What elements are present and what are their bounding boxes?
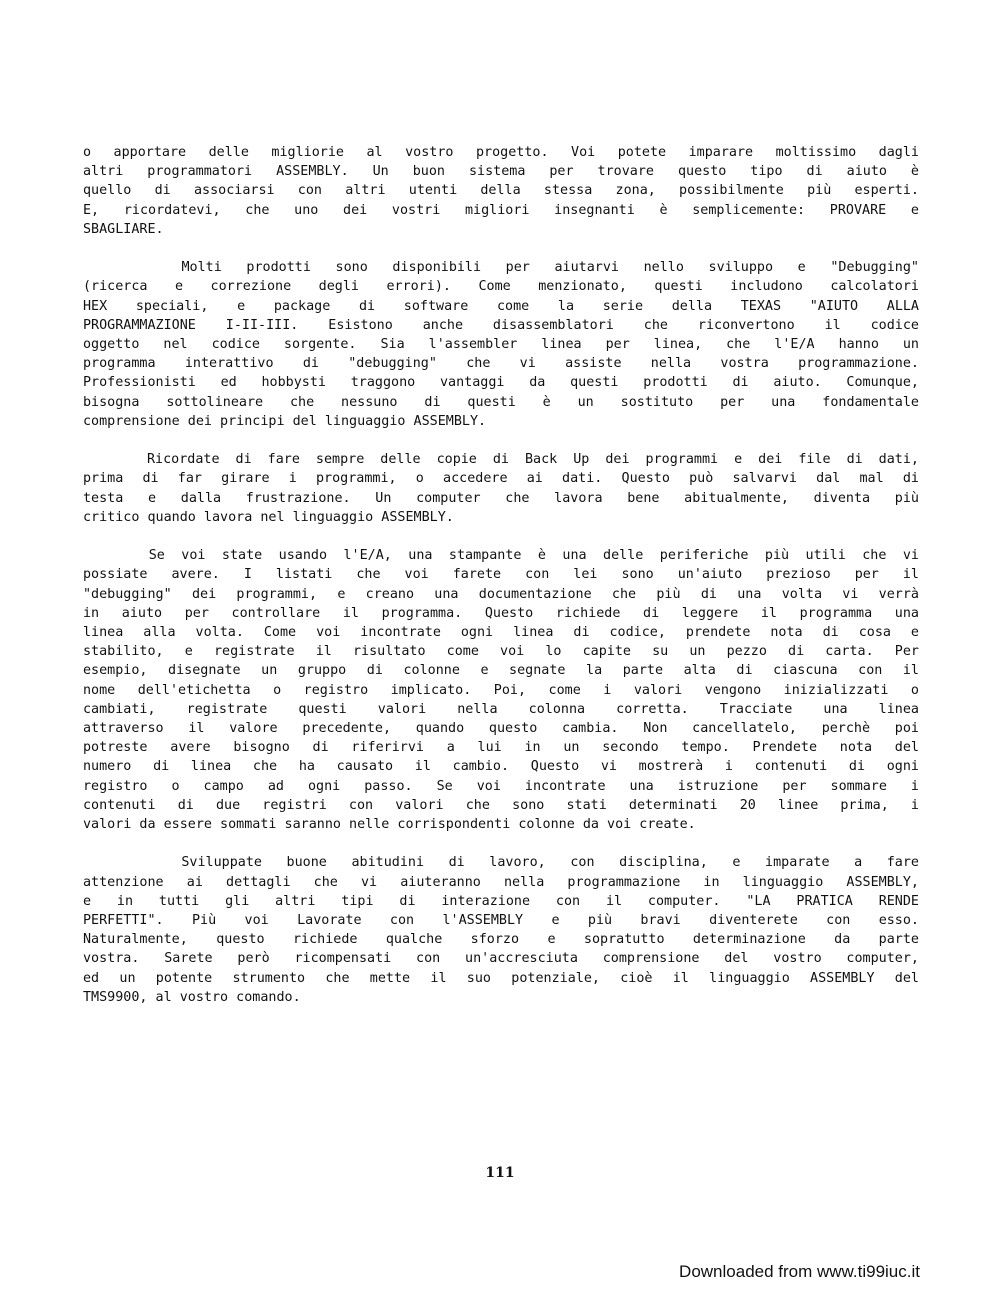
text-line: cambiati, registrate questi valori nella colonna corretta. Tracciate una linea <box>83 701 919 717</box>
text-line: TMS9900, al vostro comando. <box>83 989 301 1005</box>
text-line: HEX speciali, e package di software come la serie della TEXAS "AIUTO ALLA <box>83 298 919 314</box>
paragraph <box>83 143 919 239</box>
text-line: ed un potente strumento che mette il suo potenziale, cioè il linguaggio ASSEMBLY del <box>83 970 919 986</box>
text-line: testa e dalla frustrazione. Un computer che lavora bene abitualmente, diventa più <box>83 490 919 506</box>
text-line: prima di far girare i programmi, o accedere ai dati. Questo può salvarvi dal mal di <box>83 471 919 487</box>
body-text <box>83 143 919 1026</box>
paragraph <box>83 853 919 1007</box>
paragraph <box>83 258 919 431</box>
text-line: o apportare delle migliorie al vostro progetto. Voi potete imparare moltissimo dagli <box>83 145 919 160</box>
text-line: e in tutti gli altri tipi di interazione con il computer. "LA PRATICA RENDE <box>83 893 919 909</box>
text-line: in aiuto per controllare il programma. Questo richiede di leggere il programma una <box>83 605 919 621</box>
text-line: attraverso il valore precedente, quando questo cambia. Non cancellatelo, perchè poi <box>83 721 919 737</box>
text-line: SBAGLIARE. <box>83 221 164 237</box>
text-line: (ricerca e correzione degli errori). Come menzionato, questi includono calcolatori <box>83 279 919 295</box>
text-line: altri programmatori ASSEMBLY. Un buon sistema per trovare questo tipo di aiuto è <box>83 164 919 180</box>
text-line: quello di associarsi con altri utenti della stessa zona, possibilmente più esperti. <box>83 183 919 199</box>
text-line: esempio, disegnate un gruppo di colonne e segnate la parte alta di ciascuna con il <box>83 663 919 679</box>
text-line: Professionisti ed hobbysti traggono vantaggi da questi prodotti di aiuto. Comunque, <box>83 375 919 391</box>
text-line: stabilito, e registrate il risultato come voi lo capite su un pezzo di carta. Per <box>83 644 919 660</box>
text-line: registro o campo ad ogni passo. Se voi incontrate una istruzione per sommare i <box>83 778 919 794</box>
text-line: E, ricordatevi, che uno dei vostri migliori insegnanti è semplicemente: PROVARE e <box>83 202 919 218</box>
paragraph <box>83 546 919 834</box>
text-line: potreste avere bisogno di riferirvi a lui in un secondo tempo. Prendete nota del <box>83 740 919 756</box>
text-line: critico quando lavora nel linguaggio ASSEMBLY. <box>83 509 454 525</box>
text-line: Se voi state usando l'E/A, una stampante è una delle periferiche più utili che vi <box>83 548 919 564</box>
text-line: PERFETTI". Più voi Lavorate con l'ASSEMBLY e più bravi diventerete con esso. <box>83 913 919 929</box>
download-footer: Downloaded from www.ti99iuc.it <box>679 1262 920 1281</box>
text-line: vostra. Sarete però ricompensati con un'accresciuta comprensione del vostro computer, <box>83 951 919 967</box>
text-line: valori da essere sommati saranno nelle corrispondenti colonne da voi create. <box>83 817 696 833</box>
text-line: possiate avere. I listati che voi farete con lei sono un'aiuto prezioso per il <box>83 567 919 583</box>
text-line: Sviluppate buone abitudini di lavoro, con disciplina, e imparate a fare <box>83 855 919 871</box>
text-line: numero di linea che ha causato il cambio. Questo vi mostrerà i contenuti di ogni <box>83 759 919 775</box>
text-line: "debugging" dei programmi, e creano una documentazione che più di una volta vi verrà <box>83 586 919 602</box>
page-number: 111 <box>485 1165 515 1181</box>
text-line: attenzione ai dettagli che vi aiuteranno nella programmazione in linguaggio ASSEMBLY, <box>83 874 919 890</box>
paragraph <box>83 450 919 527</box>
text-line: nome dell'etichetta o registro implicato. Poi, come i valori vengono inizializzati o <box>83 682 919 698</box>
text-line: PROGRAMMAZIONE I-II-III. Esistono anche disassemblatori che riconvertono il codice <box>83 317 919 333</box>
text-line: comprensione dei principi del linguaggio ASSEMBLY. <box>83 413 487 429</box>
text-line: Ricordate di fare sempre delle copie di Back Up dei programmi e dei file di dati, <box>83 452 919 468</box>
text-line: contenuti di due registri con valori che sono stati determinati 20 linee prima, i <box>83 797 919 813</box>
text-line: Naturalmente, questo richiede qualche sforzo e sopratutto determinazione da parte <box>83 932 919 948</box>
text-line: Molti prodotti sono disponibili per aiutarvi nello sviluppo e "Debugging" <box>83 260 919 276</box>
text-line: programma interattivo di "debugging" che vi assiste nella vostra programmazione. <box>83 356 919 372</box>
text-line: bisogna sottolineare che nessuno di questi è un sostituto per una fondamentale <box>83 394 919 410</box>
text-line: linea alla volta. Come voi incontrate ogni linea di codice, prendete nota di cosa e <box>83 625 919 641</box>
text-line: oggetto nel codice sorgente. Sia l'assembler linea per linea, che l'E/A hanno un <box>83 337 919 353</box>
